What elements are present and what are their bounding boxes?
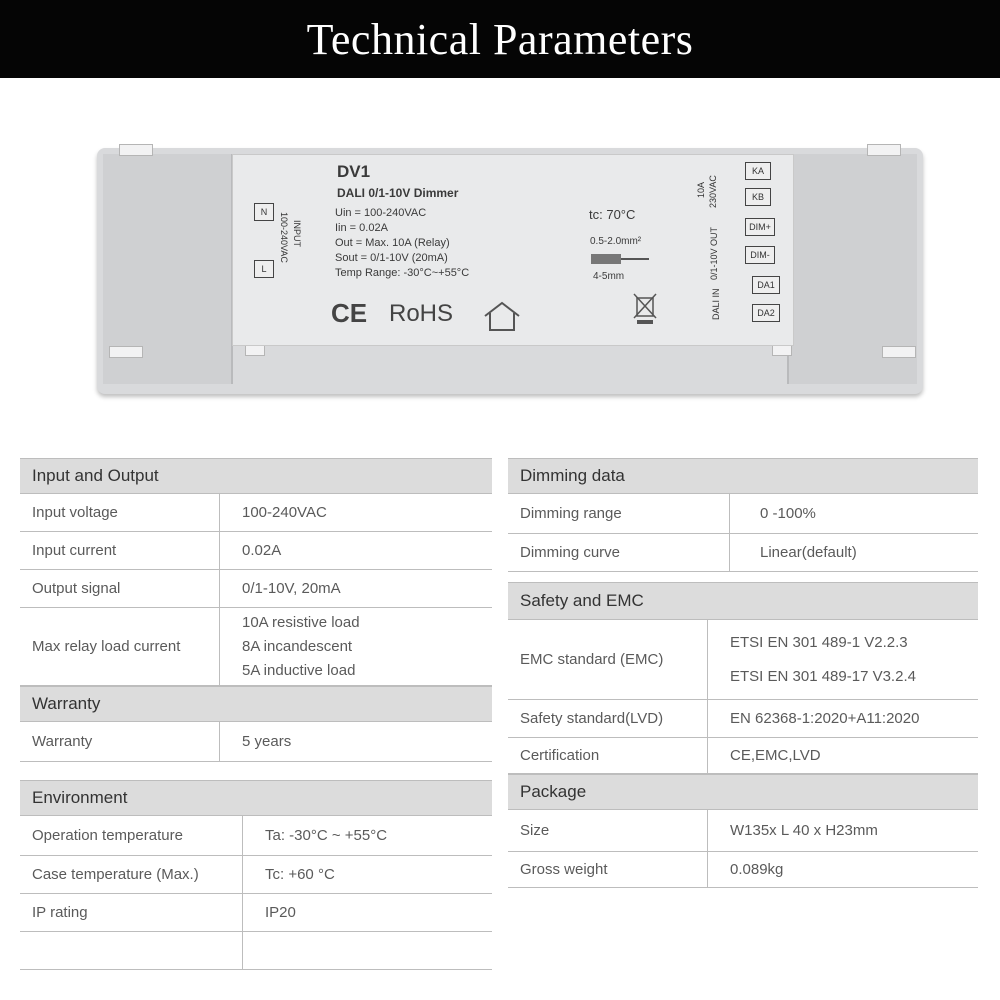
terminal-da2: DA2 [752, 304, 780, 322]
input-label: INPUT [292, 220, 302, 247]
spec-line: Temp Range: -30°C~+55°C [335, 267, 470, 279]
row-value: 8A incandescent [242, 637, 353, 655]
terminal-kb: KB [745, 188, 771, 206]
row-label: Input current [20, 532, 220, 569]
terminal-da1: DA1 [752, 276, 780, 294]
table-row [20, 608, 492, 686]
row-value: 10A resistive load [242, 613, 360, 631]
strip-length: 4-5mm [593, 271, 625, 282]
safety-heading: Safety and EMC [508, 582, 978, 620]
relay-voltage: 230VAC [708, 175, 718, 208]
terminal-ka: KA [745, 162, 771, 180]
mount-tab [882, 346, 916, 358]
model-name: DV1 [337, 162, 371, 181]
row-label: Dimming curve [508, 534, 730, 571]
input-voltage-label: 100-240VAC [279, 212, 289, 263]
row-label: IP rating [20, 894, 243, 931]
table-row [508, 738, 978, 774]
tc-rating: tc: 70°C [589, 207, 636, 222]
mount-tab [119, 144, 153, 156]
wire-strip-icon [591, 250, 651, 270]
table-row [508, 810, 978, 852]
row-label-empty [20, 932, 243, 969]
table-row [20, 532, 492, 570]
rohs-mark: RoHS [389, 300, 454, 327]
dali-in-label: DALI IN [711, 288, 721, 320]
title-bar [0, 0, 1000, 78]
ce-mark: CE [331, 298, 368, 328]
terminal-n: N [254, 203, 274, 221]
terminal-l: L [254, 260, 274, 278]
row-value: Linear(default) [760, 544, 857, 561]
row-label: Size [508, 810, 708, 851]
product-image [97, 140, 923, 402]
row-value: 5 years [242, 733, 292, 750]
warranty-heading: Warranty [20, 686, 492, 722]
table-row-empty [20, 932, 492, 970]
row-label: Input voltage [20, 494, 220, 531]
table-row [20, 856, 492, 894]
product-subtitle: DALI 0/1-10V Dimmer [337, 186, 459, 200]
table-row [508, 620, 978, 700]
row-value: 0 -100% [760, 505, 816, 522]
spec-line: Iin = 0.02A [335, 222, 388, 234]
page-title: Technical Parameters [306, 14, 694, 64]
spec-line: Sout = 0/1-10V (20mA) [335, 252, 448, 264]
table-row [20, 570, 492, 608]
input-output-heading: Input and Output [20, 458, 492, 494]
row-value: ETSI EN 301 489-17 V3.2.4 [730, 667, 916, 685]
table-row [20, 894, 492, 932]
dim-out-label: 0/1-10V OUT [709, 226, 719, 280]
row-value: ETSI EN 301 489-1 V2.2.3 [730, 633, 908, 651]
row-value: CE,EMC,LVD [730, 747, 821, 764]
table-row [508, 852, 978, 888]
row-label: EMC standard (EMC) [508, 620, 708, 699]
row-label: Max relay load current [20, 608, 220, 685]
table-row [20, 816, 492, 856]
spec-line: Uin = 100-240VAC [335, 207, 427, 219]
table-row [508, 494, 978, 534]
table-row [20, 494, 492, 532]
table-row [508, 700, 978, 738]
row-label: Warranty [20, 722, 220, 761]
row-label: Operation temperature [20, 816, 243, 855]
mount-tab [867, 144, 901, 156]
row-label: Dimming range [508, 494, 730, 533]
row-value: 0.02A [242, 542, 282, 559]
row-value: EN 62368-1:2020+A11:2020 [730, 710, 920, 727]
relay-rating: 10A [696, 181, 706, 198]
spec-line: Out = Max. 10A (Relay) [335, 237, 450, 249]
row-label: Output signal [20, 570, 220, 607]
row-value: Ta: -30°C ~ +55°C [265, 827, 388, 844]
dimming-heading: Dimming data [508, 458, 978, 494]
package-heading: Package [508, 774, 978, 810]
row-value: 0.089kg [730, 861, 784, 878]
row-label: Gross weight [508, 852, 708, 887]
row-label: Safety standard(LVD) [508, 700, 708, 737]
table-row [20, 722, 492, 762]
environment-heading: Environment [20, 780, 492, 816]
weee-bin-icon [632, 290, 658, 326]
row-value: W135x L 40 x H23mm [730, 822, 878, 839]
row-value: 100-240VAC [242, 504, 327, 521]
row-value: Tc: +60 °C [265, 866, 335, 883]
row-value: IP20 [265, 904, 296, 921]
wire-size: 0.5-2.0mm² [590, 236, 642, 247]
row-value: 0/1-10V, 20mA [242, 580, 341, 597]
row-label: Case temperature (Max.) [20, 856, 243, 893]
terminal-dim-minus: DIM- [745, 246, 775, 264]
table-row [508, 534, 978, 572]
mount-tab [109, 346, 143, 358]
terminal-dim-plus: DIM+ [745, 218, 775, 236]
row-value: 5A inductive load [242, 661, 356, 679]
house-icon [482, 300, 522, 332]
row-label: Certification [508, 738, 708, 773]
